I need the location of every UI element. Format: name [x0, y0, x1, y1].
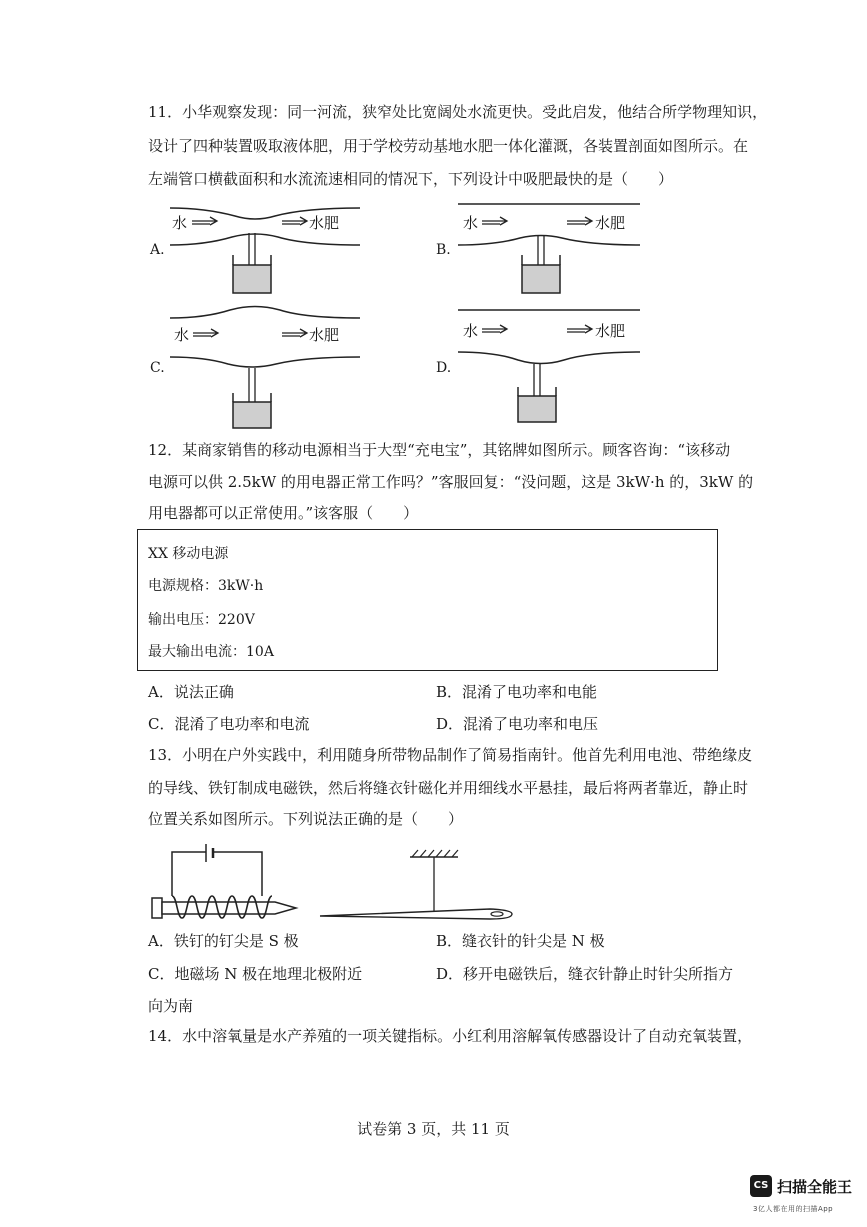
- page-footer: 试卷第 3 页，共 11 页: [357, 1120, 510, 1138]
- q13-line-2: 的导线、铁钉制成电磁铁，然后将缝衣针磁化并用细线水平悬挂，最后将两者靠近，静止时: [148, 779, 749, 797]
- q11-b-flow-in: 水: [463, 214, 479, 232]
- q13-option-c: C．地磁场 N 极在地理北极附近: [148, 965, 363, 983]
- q13-option-b: B．缝衣针的针尖是 N 极: [436, 932, 605, 950]
- nameplate-title: XX 移动电源: [148, 546, 229, 562]
- q13-option-d-continued: 向为南: [148, 997, 194, 1015]
- nameplate-capacity: 电源规格：3kW·h: [148, 578, 264, 594]
- q12-option-c: C．混淆了电功率和电流: [148, 715, 310, 733]
- q12-option-d: D．混淆了电功率和电压: [436, 715, 599, 733]
- scanner-watermark: [745, 1175, 857, 1221]
- q11-a-flow-in: 水: [172, 214, 188, 232]
- q14-line-1: 14．水中溶氧量是水产养殖的一项关键指标。小红利用溶解氧传感器设计了自动充氧装置，: [148, 1027, 753, 1045]
- scanner-logo-icon: CS: [750, 1175, 772, 1197]
- q11-option-d-label: D.: [436, 360, 452, 376]
- scanner-tagline: 3亿人都在用的扫描App: [753, 1205, 834, 1213]
- nameplate-voltage: 输出电压：220V: [148, 612, 255, 628]
- q13-line-3: 位置关系如图所示。下列说法正确的是（ ）: [148, 810, 464, 828]
- q12-line-1: 12．某商家销售的移动电源相当于大型“充电宝”，其铭牌如图所示。顾客咨询：“该移动: [148, 441, 731, 459]
- q12-option-b: B．混淆了电功率和电能: [436, 683, 598, 701]
- q11-d-flow-in: 水: [463, 322, 479, 340]
- q12-line-2: 电源可以供 2.5kW 的用电器正常工作吗？”客服回复：“没问题，这是 3kW·h 的，3kW 的: [148, 473, 754, 491]
- q11-line-1: 11．小华观察发现：同一河流，狭窄处比宽阔处水流更快。受此启发，他结合所学物理知识，: [148, 103, 768, 121]
- q11-c-flow-out: 水肥: [309, 326, 340, 344]
- q13-option-a: A．铁钉的钉尖是 S 极: [148, 932, 299, 950]
- q12-option-a: A．说法正确: [148, 683, 234, 701]
- q11-b-flow-out: 水肥: [595, 214, 626, 232]
- nameplate-current: 最大输出电流：10A: [148, 644, 274, 660]
- q11-c-flow-in: 水: [174, 326, 190, 344]
- q11-option-b-label: B.: [436, 242, 451, 258]
- q11-line-3: 左端管口横截面积和水流流速相同的情况下，下列设计中吸肥最快的是（ ）: [148, 170, 674, 188]
- q11-d-flow-out: 水肥: [595, 322, 626, 340]
- q11-line-2: 设计了四种装置吸取液体肥，用于学校劳动基地水肥一体化灌溉，各装置剖面如图所示。在: [148, 137, 749, 155]
- q11-option-c-label: C.: [150, 360, 165, 376]
- q12-line-3: 用电器都可以正常使用。”该客服（ ）: [148, 504, 419, 522]
- q13-line-1: 13．小明在户外实践中，利用随身所带物品制作了简易指南针。他首先利用电池、带绝缘皮: [148, 746, 753, 764]
- q11-option-a-label: A.: [150, 242, 165, 258]
- q13-option-d: D．移开电磁铁后，缝衣针静止时针尖所指方: [436, 965, 734, 983]
- scanner-app-name: 扫描全能王: [777, 1178, 853, 1196]
- q11-a-flow-out: 水肥: [309, 214, 340, 232]
